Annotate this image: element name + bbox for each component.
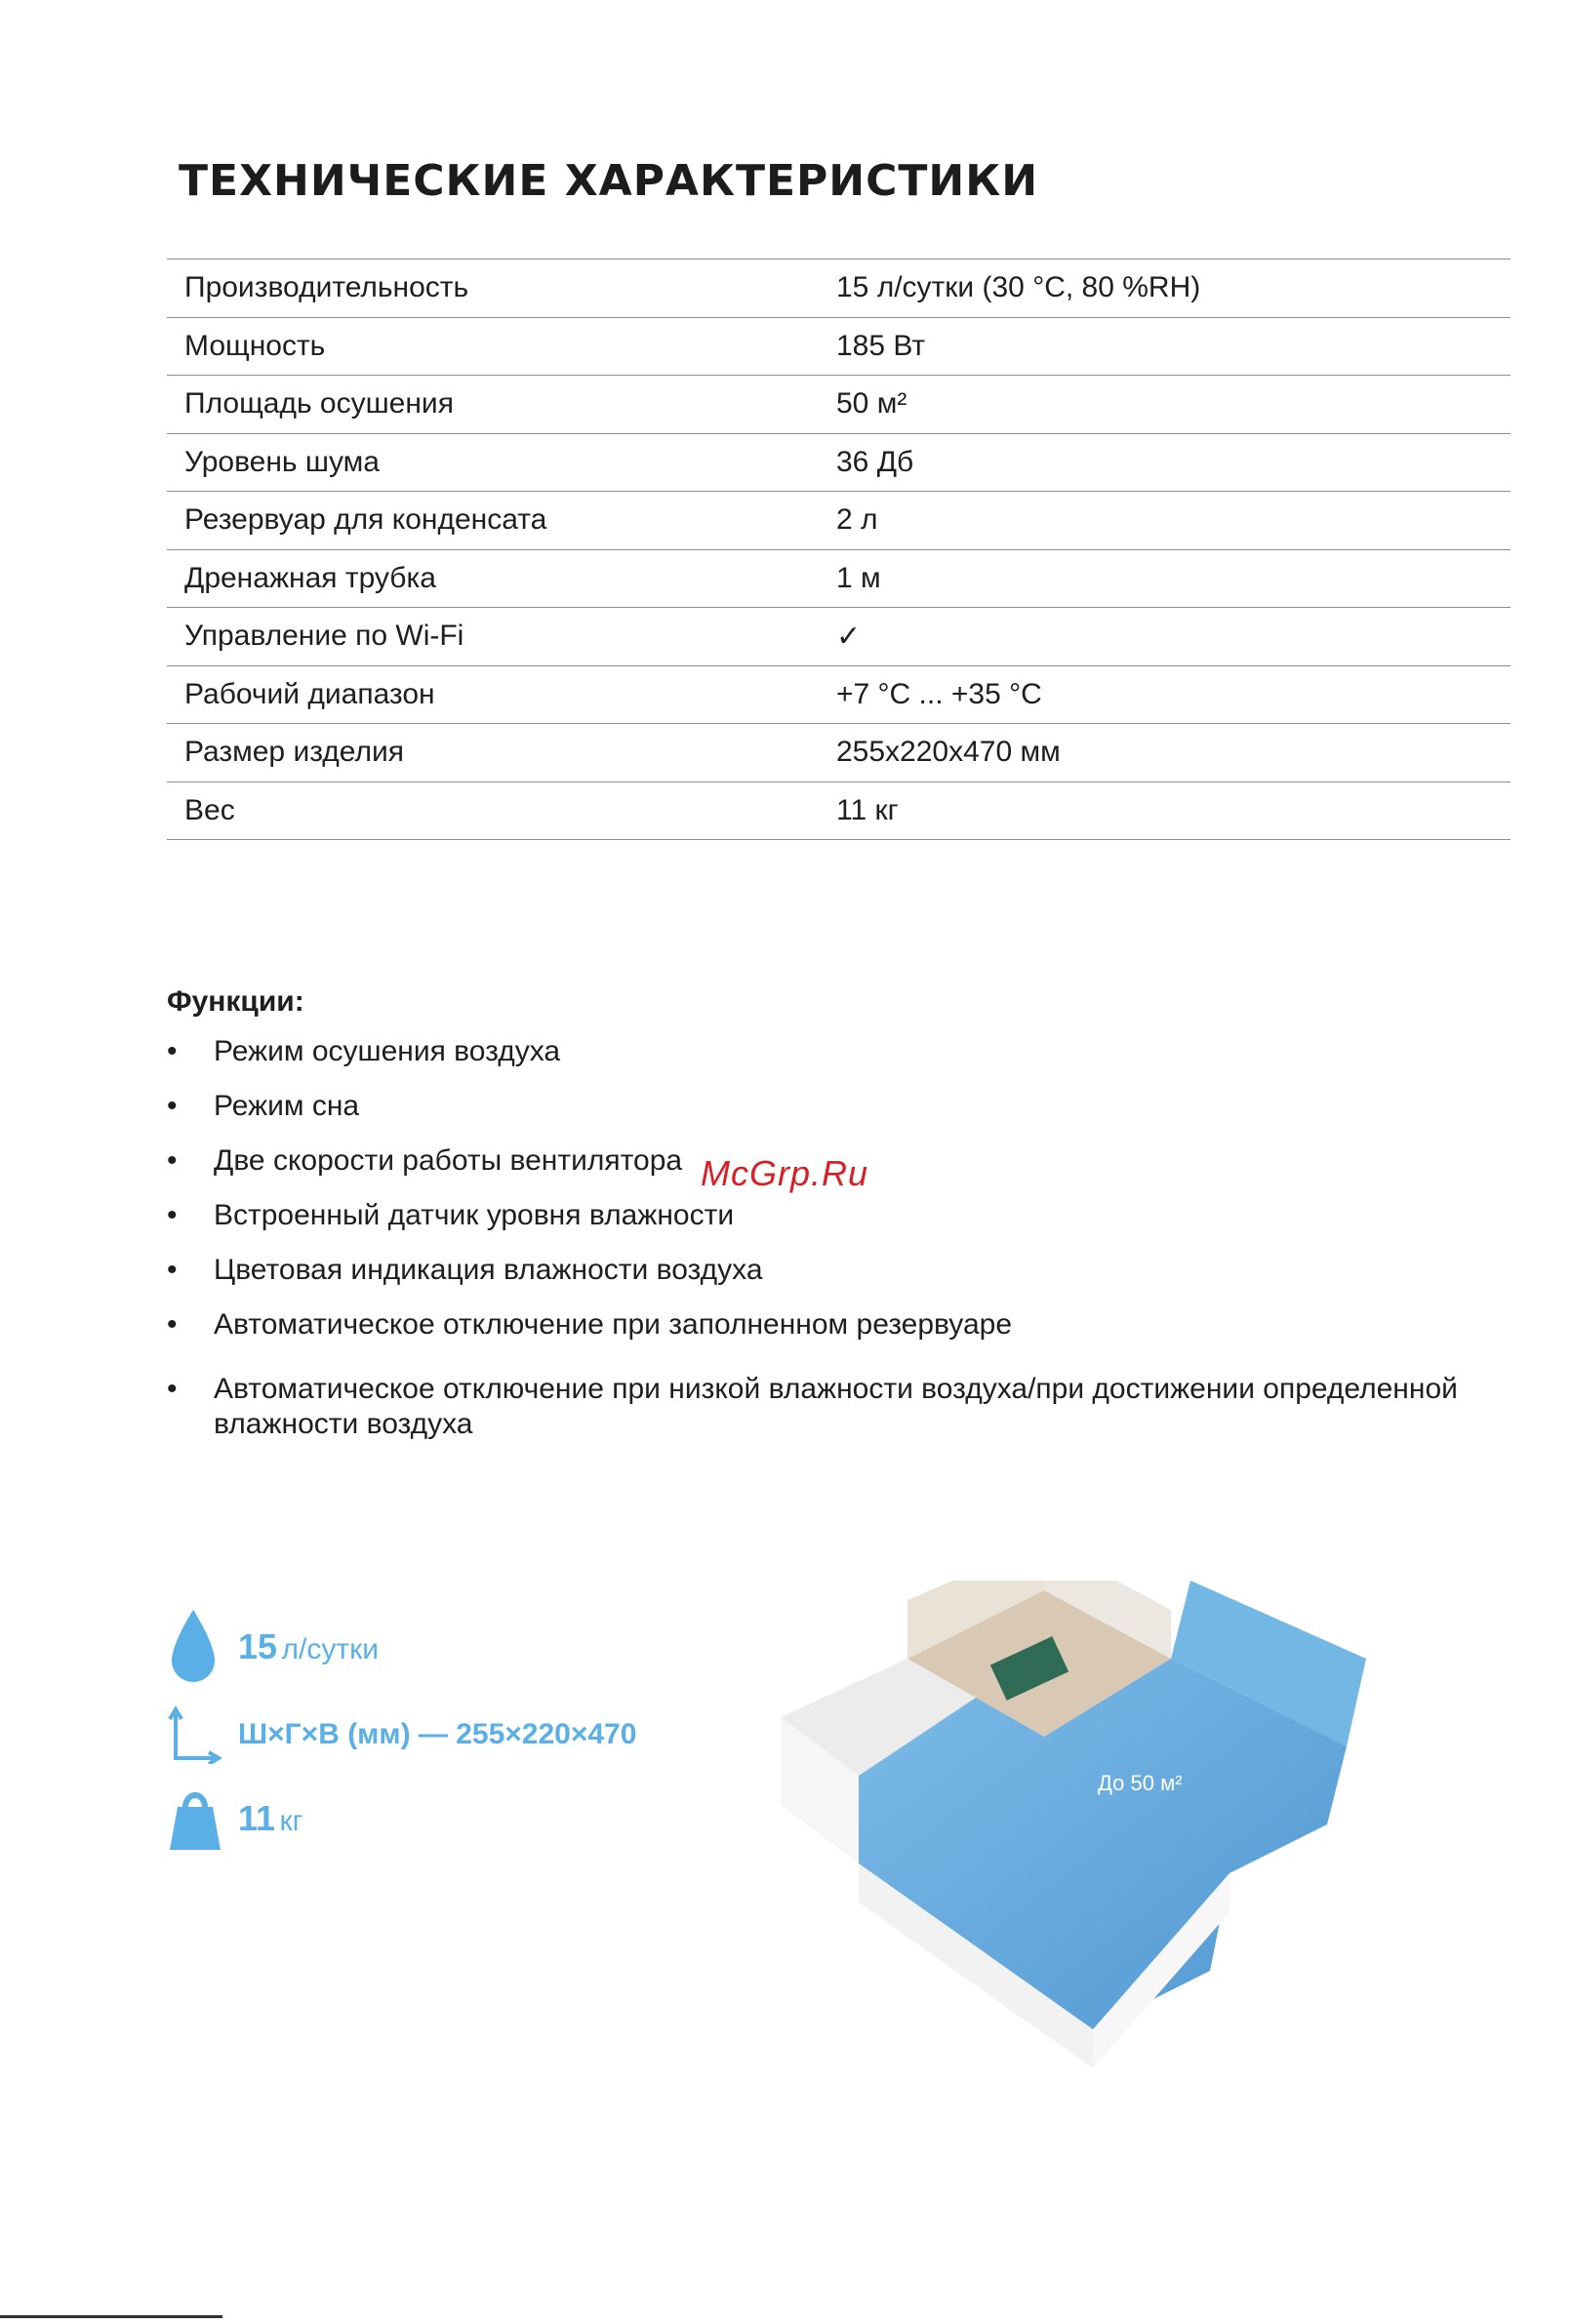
list-item [167, 1034, 1513, 1069]
bullet-icon: • [167, 1373, 178, 1405]
spec-name: Рабочий диапазон [184, 677, 435, 710]
spec-value: 15 л/сутки (30 °C, 80 %RH) [836, 271, 1201, 304]
dimensions-text: Ш×Г×В (мм) — 255×220×470 [238, 1718, 637, 1750]
function-text: Автоматическое отключение при заполненном резервуаре [214, 1308, 1012, 1341]
spec-value: 255x220x470 мм [836, 736, 1061, 769]
capacity-unit: л/сутки [281, 1633, 379, 1665]
spec-name: Дренажная трубка [184, 561, 436, 594]
spec-value: 1 м [836, 561, 881, 594]
list-item [167, 1307, 1513, 1342]
dimensions-feature [168, 1705, 636, 1764]
area-label: До 50 м² [1098, 1771, 1183, 1795]
spec-name: Мощность [184, 329, 326, 362]
page-title: ТЕХНИЧЕСКИЕ ХАРАКТЕРИСТИКИ [179, 156, 1039, 206]
axes-icon [168, 1705, 222, 1764]
function-text: Две скорости работы вентилятора [214, 1144, 683, 1177]
function-text: Цветовая индикация влажности воздуха [214, 1254, 763, 1286]
function-text: Режим осушения воздуха [214, 1035, 561, 1067]
bullet-icon: • [167, 1199, 178, 1231]
spec-row [167, 666, 1511, 725]
spec-row [167, 260, 1511, 318]
list-item [167, 1198, 1513, 1233]
list-item [167, 1372, 1513, 1442]
capacity-value: 15 [238, 1626, 278, 1666]
spec-value: +7 °C ... +35 °C [836, 677, 1042, 710]
list-item [167, 1089, 1513, 1124]
spec-row [167, 550, 1511, 609]
bullet-icon: • [167, 1254, 178, 1286]
spec-name: Резервуар для конденсата [184, 503, 547, 537]
spec-value: 11 кг [836, 793, 899, 826]
water-drop-icon [168, 1608, 219, 1686]
divider [0, 2315, 222, 2318]
spec-name: Уровень шума [184, 445, 380, 478]
spec-value: 50 м² [836, 387, 907, 421]
spec-name: Вес [184, 793, 235, 826]
watermark: McGrp.Ru [701, 1153, 869, 1193]
bullet-icon: • [167, 1308, 178, 1341]
spec-name: Производительность [184, 271, 469, 304]
spec-row [167, 434, 1511, 493]
spec-table [167, 259, 1511, 840]
spec-row [167, 492, 1511, 550]
spec-row [167, 608, 1511, 666]
spec-value: 2 л [836, 503, 878, 537]
capacity-feature [168, 1608, 379, 1686]
functions-title: Функции: [167, 985, 304, 1018]
spec-row [167, 376, 1511, 434]
spec-name: Управление по Wi-Fi [184, 620, 464, 653]
spec-row [167, 724, 1511, 782]
spec-row [167, 782, 1511, 841]
spec-name: Размер изделия [184, 736, 404, 769]
weight-value: 11 [238, 1798, 276, 1838]
checkmark-icon: ✓ [836, 620, 862, 653]
spec-value: 36 Дб [836, 445, 914, 478]
spec-value: 185 Вт [836, 329, 926, 362]
function-text: Режим сна [214, 1090, 360, 1122]
bullet-icon: • [167, 1144, 178, 1177]
weight-unit: кг [279, 1805, 303, 1837]
floorplan-illustration [761, 1581, 1464, 2088]
function-text: Встроенный датчик уровня влажности [214, 1199, 735, 1231]
weight-feature [168, 1783, 303, 1854]
spec-row [167, 318, 1511, 377]
bullet-icon: • [167, 1090, 178, 1122]
function-text: Автоматическое отключение при низкой влажности воздуха/при достижении определенной влажности воздуха [214, 1373, 1458, 1440]
spec-name: Площадь осушения [184, 387, 454, 421]
functions-list [167, 1034, 1513, 1462]
list-item [167, 1253, 1513, 1288]
bullet-icon: • [167, 1035, 178, 1067]
weight-bag-icon [168, 1783, 222, 1854]
